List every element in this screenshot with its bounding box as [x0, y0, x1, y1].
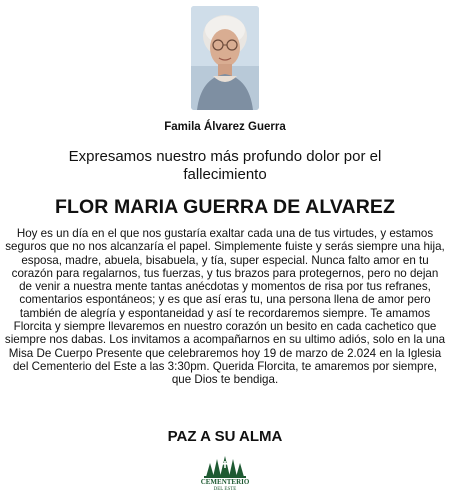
cemetery-logo-icon	[200, 455, 250, 479]
cemetery-logo	[200, 455, 250, 495]
cemetery-logo-name: CEMENTERIO	[200, 478, 250, 486]
deceased-portrait-photo	[191, 6, 259, 110]
cemetery-logo-subtitle: DEL ESTE	[213, 487, 237, 492]
condolence-intro: Expresamos nuestro más profundo dolor por el fallecimiento	[68, 148, 382, 183]
closing-phrase: PAZ A SU ALMA	[167, 428, 283, 445]
tribute-message: Hoy es un día en el que nos gustaría exaltar cada una de tus virtudes, y estamos seguros que no nos alcanzaría el papel. Simplemente fuiste y serás siempre una hija, esposa, madre, abuela, bisabuela, y tía, super especial. Nunca falto amor en tu corazón para regalarnos, tus fuerzas, y tus brazos para protegernos, pero no dejan de venir a nuestra mente tantas anécdotas y momentos de risa por tus refranes, comentarios espontáneos; y es que así eras tu, una persona llena de amor pero también de alegría y espontaneidad y así te recordaremos siempre. Te amamos Florcita y siempre llevaremos en nuestro corazón un besito en cada cachetico que siempre nos dabas. Los invitamos a acompañarnos en su ultimo adiós, solo en la una Misa De Cuerpo Presente que celebraremos hoy 19 de marzo de 2.024 en la Iglesia del Cementerio del Este a las 3:30pm. Querida Florcita, te amaremos por siempre, que Dios te bendiga.	[4, 227, 446, 387]
deceased-name: FLOR MARIA GUERRA DE ALVAREZ	[54, 196, 396, 218]
family-signature: Famila Álvarez Guerra	[164, 121, 286, 133]
portrait-icon	[191, 6, 259, 110]
